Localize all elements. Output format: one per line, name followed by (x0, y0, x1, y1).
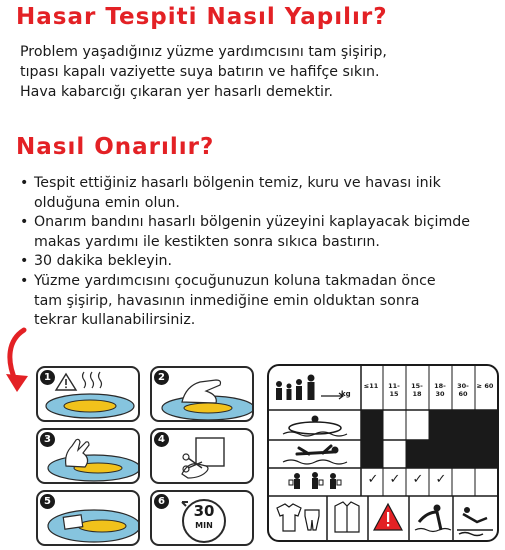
step-3-panel (36, 428, 140, 484)
step-number-badge: 6 (154, 494, 169, 509)
armband-children-icon (269, 468, 361, 496)
repair-step-item (20, 272, 498, 331)
repair-step-line: • Yüzme yardımcısını çocuğunuzun koluna takmadan önce (34, 272, 436, 289)
check-mark: ✓ (367, 472, 379, 487)
lifejacket-icon (327, 496, 368, 540)
repair-step-line: olduğuna emin olun. (34, 194, 180, 211)
step-number-badge: 3 (40, 432, 55, 447)
family-height-icon (269, 366, 361, 410)
repair-heading: Nasıl Onarılır? (16, 134, 215, 160)
step-2-panel (150, 366, 254, 422)
repair-step-line: • Tespit ettiğiniz hasarlı bölgenin temiz, kuru ve havası inik (34, 175, 441, 191)
age-header: 30-60 (457, 382, 469, 398)
step-4-panel (150, 428, 254, 484)
adult-supervision-icon (409, 496, 453, 540)
timer-value: 30 (193, 502, 215, 520)
step-number-badge: 2 (154, 370, 169, 385)
usage-suitability-table (267, 364, 499, 542)
repair-step-item (20, 213, 498, 252)
timer-unit: MIN (195, 521, 213, 530)
age-header: 11-15 (388, 382, 400, 398)
check-mark: ✓ (389, 472, 401, 487)
detection-line: tıpası kapalı vaziyette suya batırın ve hafifçe sıkın. (20, 64, 380, 80)
repair-step-line: • Onarım bandını hasarlı bölgenin yüzeyini kaplayacak biçimde (34, 214, 471, 231)
swimmer-icon (269, 440, 361, 468)
step-6-panel (150, 490, 254, 546)
warning-triangle-icon (368, 496, 409, 540)
repair-steps-list (20, 174, 498, 331)
detection-line: Hava kabarcığı çıkaran yer hasarlı demektir. (20, 84, 333, 100)
step-5-panel (36, 490, 140, 546)
repair-step-line: tekrar kullanabilirsiniz. (34, 312, 196, 329)
child-in-ring-icon (269, 410, 361, 440)
red-arrow-icon (2, 326, 36, 396)
age-header: 15-18 (411, 382, 423, 398)
repair-step-item (20, 174, 498, 213)
step-number-badge: 5 (40, 494, 55, 509)
step-number-badge: 1 (40, 370, 55, 385)
step-1-panel (36, 366, 140, 422)
detection-heading: Hasar Tespiti Nasıl Yapılır? (16, 4, 388, 30)
no-diving-icon (453, 496, 497, 540)
step-number-badge: 4 (154, 432, 169, 447)
repair-step-line: makas yardımı ile kestikten sonra sıkıca bastırın. (34, 233, 380, 250)
repair-step-line: • 30 dakika bekleyin. (34, 253, 173, 270)
clothing-icon (269, 496, 327, 540)
weight-unit-label: kg (341, 390, 351, 398)
repair-step-line: tam şişirip, havasının inmediğine emin olduktan sonra (34, 292, 420, 309)
age-header: ≥ 60 (476, 382, 494, 390)
detection-paragraph (20, 42, 490, 102)
detection-line: Problem yaşadığınız yüzme yardımcısını tam şişirip, (20, 44, 387, 60)
repair-step-item (20, 252, 498, 272)
age-header: 18-30 (434, 382, 446, 398)
check-mark: ✓ (435, 472, 447, 487)
age-header: ≤11 (363, 382, 379, 390)
check-mark: ✓ (412, 472, 424, 487)
